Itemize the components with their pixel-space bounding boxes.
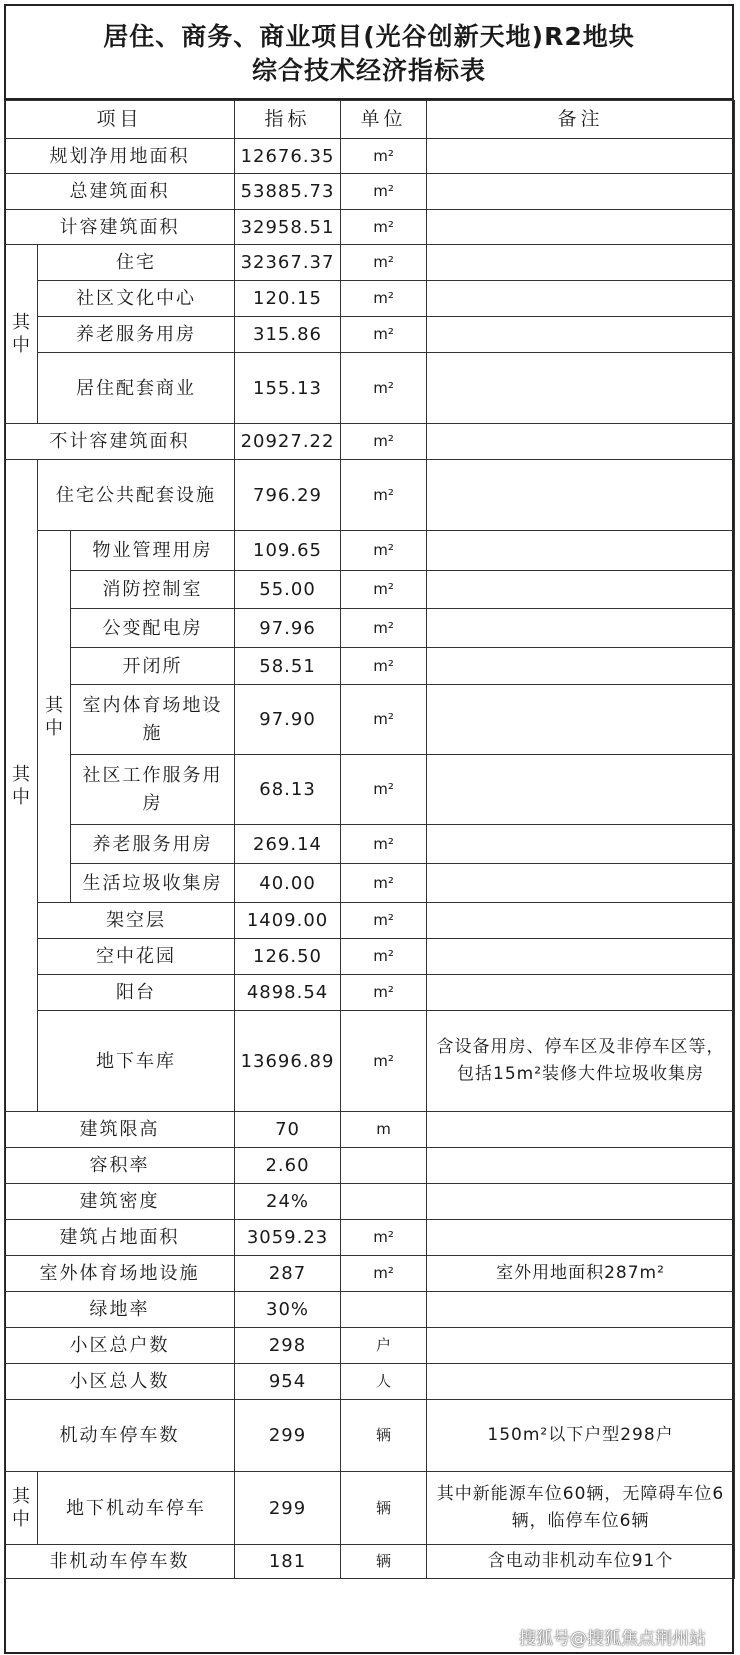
row-unit: 人 [341, 1364, 427, 1400]
row-value: 97.96 [235, 609, 341, 648]
row-unit: m² [341, 174, 427, 210]
row-label: 公变配电房 [71, 609, 235, 648]
row-unit [341, 1184, 427, 1220]
row-value: 30% [235, 1292, 341, 1328]
row-value: 53885.73 [235, 174, 341, 210]
row-value: 1409.00 [235, 903, 341, 939]
row-label: 住宅公共配套设施 [38, 460, 235, 531]
table-row [5, 864, 735, 903]
row-note [427, 174, 735, 210]
row-note [427, 1112, 735, 1148]
row-value: 68.13 [235, 755, 341, 825]
row-value: 120.15 [235, 281, 341, 317]
row-unit: 辆 [341, 1472, 427, 1545]
row-note [427, 210, 735, 245]
title-block [4, 4, 734, 100]
table-row [5, 1112, 735, 1148]
row-value: 97.90 [235, 685, 341, 755]
table-row [5, 1292, 735, 1328]
row-value: 32367.37 [235, 245, 341, 281]
row-unit: m² [341, 245, 427, 281]
row-value: 299 [235, 1400, 341, 1472]
row-label: 机动车停车数 [5, 1400, 235, 1472]
row-unit [341, 1292, 427, 1328]
row-unit: m² [341, 1220, 427, 1256]
row-label: 不计容建筑面积 [5, 424, 235, 460]
row-label: 总建筑面积 [5, 174, 235, 210]
row-unit: m² [341, 975, 427, 1011]
row-unit: m² [341, 903, 427, 939]
row-unit: m² [341, 424, 427, 460]
table-row [5, 755, 735, 825]
table-row [5, 317, 735, 353]
row-note [427, 609, 735, 648]
row-value: 269.14 [235, 825, 341, 864]
row-unit: m² [341, 825, 427, 864]
row-value: 32958.51 [235, 210, 341, 245]
row-value: 58.51 [235, 648, 341, 685]
row-note [427, 1328, 735, 1364]
group-label [5, 460, 38, 1112]
row-value: 4898.54 [235, 975, 341, 1011]
row-value: 20927.22 [235, 424, 341, 460]
row-note: 150m²以下户型298户 [427, 1400, 735, 1472]
row-value: 181 [235, 1545, 341, 1579]
row-unit: m² [341, 939, 427, 975]
table-row [5, 1256, 735, 1292]
table-row [5, 210, 735, 245]
row-value: 315.86 [235, 317, 341, 353]
row-unit: m [341, 1112, 427, 1148]
row-note [427, 571, 735, 609]
row-note [427, 685, 735, 755]
sheet-title: 居住、商务、商业项目(光谷创新天地)R2地块 [103, 22, 635, 51]
row-label: 小区总户数 [5, 1328, 235, 1364]
row-label: 开闭所 [71, 648, 235, 685]
row-unit: 户 [341, 1328, 427, 1364]
group-label-text: 其中 [12, 1486, 30, 1530]
table-row [5, 1011, 735, 1112]
row-label: 空中花园 [38, 939, 235, 975]
table-row [5, 174, 735, 210]
row-label: 容积率 [5, 1148, 235, 1184]
row-label: 居住配套商业 [38, 353, 235, 424]
row-note [427, 424, 735, 460]
row-value: 55.00 [235, 571, 341, 609]
sheet-subtitle: 综合技术经济指标表 [251, 56, 486, 85]
table-row [5, 1184, 735, 1220]
row-value: 2.60 [235, 1148, 341, 1184]
table-row [5, 1545, 735, 1579]
row-unit: m² [341, 460, 427, 531]
row-label: 阳台 [38, 975, 235, 1011]
row-note: 含电动非机动车位91个 [427, 1545, 735, 1579]
row-note [427, 1148, 735, 1184]
row-unit [341, 1148, 427, 1184]
row-label: 建筑占地面积 [5, 1220, 235, 1256]
row-note [427, 648, 735, 685]
table-row [5, 609, 735, 648]
table-row [5, 939, 735, 975]
row-value: 954 [235, 1364, 341, 1400]
row-unit: 辆 [341, 1545, 427, 1579]
row-label: 地下车库 [38, 1011, 235, 1112]
header-value: 指标 [235, 101, 341, 139]
header-item: 项目 [5, 101, 235, 139]
row-note [427, 939, 735, 975]
row-value: 287 [235, 1256, 341, 1292]
row-note [427, 353, 735, 424]
table-row [5, 1364, 735, 1400]
row-label: 小区总人数 [5, 1364, 235, 1400]
table-row [5, 245, 735, 281]
table-row [5, 648, 735, 685]
row-unit: m² [341, 1011, 427, 1112]
row-note [427, 903, 735, 939]
row-value: 299 [235, 1472, 341, 1545]
row-note [427, 825, 735, 864]
header-note: 备注 [427, 101, 735, 139]
row-note [427, 281, 735, 317]
row-note [427, 864, 735, 903]
row-label: 社区工作服务用房 [71, 755, 235, 825]
row-label: 计容建筑面积 [5, 210, 235, 245]
group-label [5, 245, 38, 424]
row-note [427, 139, 735, 174]
row-unit: m² [341, 317, 427, 353]
row-label: 地下机动车停车 [38, 1472, 235, 1545]
row-note: 其中新能源车位60辆，无障碍车位6辆，临停车位6辆 [427, 1472, 735, 1545]
watermark: 搜狐号@搜狐焦点荆州站 [519, 1629, 706, 1649]
row-value: 298 [235, 1328, 341, 1364]
row-value: 40.00 [235, 864, 341, 903]
row-unit: m² [341, 353, 427, 424]
row-note [427, 317, 735, 353]
row-unit: 辆 [341, 1400, 427, 1472]
table-row [5, 685, 735, 755]
row-label: 社区文化中心 [38, 281, 235, 317]
row-value: 155.13 [235, 353, 341, 424]
row-label: 住宅 [38, 245, 235, 281]
row-unit: m² [341, 609, 427, 648]
row-label: 养老服务用房 [38, 317, 235, 353]
row-unit: m² [341, 648, 427, 685]
row-label: 室内体育场地设施 [71, 685, 235, 755]
row-label: 非机动车停车数 [5, 1545, 235, 1579]
group-label-text: 其中 [45, 694, 63, 739]
row-value: 126.50 [235, 939, 341, 975]
row-unit: m² [341, 864, 427, 903]
row-note [427, 975, 735, 1011]
row-label: 建筑密度 [5, 1184, 235, 1220]
table-row [5, 353, 735, 424]
row-value: 70 [235, 1112, 341, 1148]
row-unit: m² [341, 755, 427, 825]
row-value: 3059.23 [235, 1220, 341, 1256]
row-unit: m² [341, 685, 427, 755]
table-row [5, 460, 735, 531]
row-note [427, 1184, 735, 1220]
row-unit: m² [341, 571, 427, 609]
table-row [5, 531, 735, 571]
table-row [5, 903, 735, 939]
row-value: 796.29 [235, 460, 341, 531]
row-label: 规划净用地面积 [5, 139, 235, 174]
row-label: 生活垃圾收集房 [71, 864, 235, 903]
row-note [427, 755, 735, 825]
table-row [5, 424, 735, 460]
row-note [427, 1292, 735, 1328]
table-row [5, 1400, 735, 1472]
subgroup-label [38, 531, 71, 903]
table-row [5, 1220, 735, 1256]
row-label: 室外体育场地设施 [5, 1256, 235, 1292]
row-label: 养老服务用房 [71, 825, 235, 864]
row-note: 室外用地面积287m² [427, 1256, 735, 1292]
row-value: 13696.89 [235, 1011, 341, 1112]
header-row [5, 101, 735, 139]
table-row [5, 1148, 735, 1184]
indicator-table [4, 100, 735, 1579]
row-note: 含设备用房、停车区及非停车区等，包括15m²装修大件垃圾收集房 [427, 1011, 735, 1112]
row-note [427, 531, 735, 571]
table-row [5, 1472, 735, 1545]
row-unit: m² [341, 1256, 427, 1292]
table-row [5, 825, 735, 864]
row-unit: m² [341, 281, 427, 317]
row-note [427, 460, 735, 531]
row-note [427, 1220, 735, 1256]
row-label: 物业管理用房 [71, 531, 235, 571]
row-value: 12676.35 [235, 139, 341, 174]
row-unit: m² [341, 531, 427, 571]
row-unit: m² [341, 210, 427, 245]
row-label: 建筑限高 [5, 1112, 235, 1148]
row-value: 109.65 [235, 531, 341, 571]
row-value: 24% [235, 1184, 341, 1220]
table-row [5, 139, 735, 174]
group-label-text: 其中 [12, 312, 30, 356]
header-unit: 单位 [341, 101, 427, 139]
table-row [5, 281, 735, 317]
row-label: 消防控制室 [71, 571, 235, 609]
table-row [5, 1328, 735, 1364]
group-label [5, 1472, 38, 1545]
table-row [5, 975, 735, 1011]
row-note [427, 1364, 735, 1400]
group-label-text: 其中 [12, 763, 30, 808]
table-row [5, 571, 735, 609]
row-note [427, 245, 735, 281]
row-label: 绿地率 [5, 1292, 235, 1328]
row-label: 架空层 [38, 903, 235, 939]
row-unit: m² [341, 139, 427, 174]
